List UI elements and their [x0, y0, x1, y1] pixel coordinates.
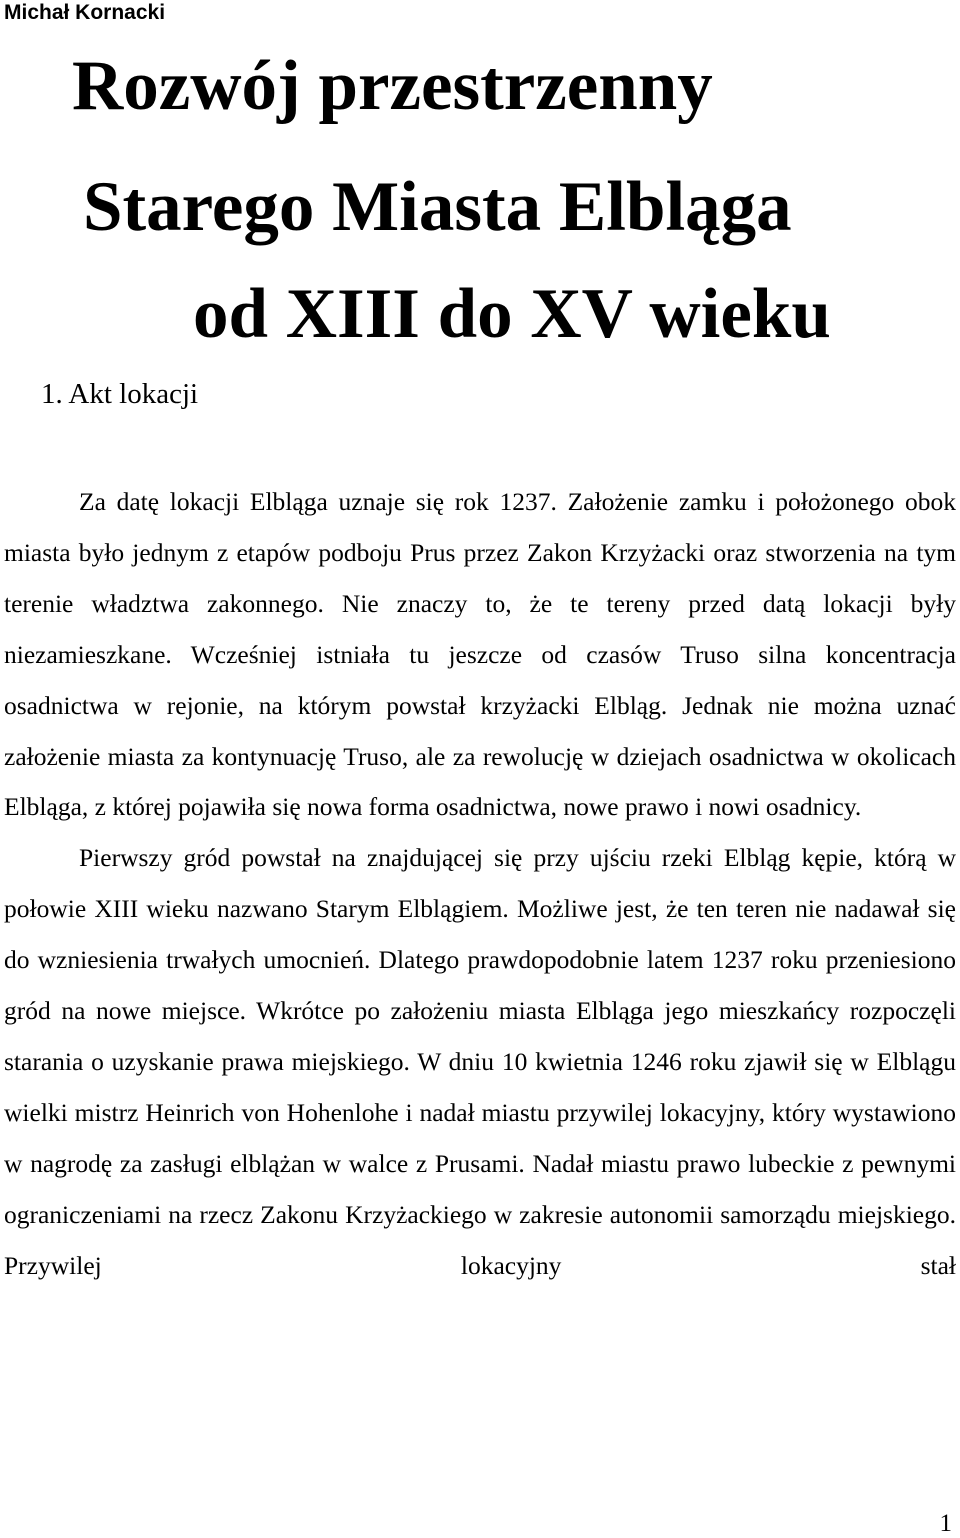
document-title-line-1: Rozwój przestrzenny: [72, 47, 713, 125]
document-title-line-3: od XIII do XV wieku: [193, 275, 831, 353]
body-text: [4, 477, 956, 1292]
page-number: 1: [939, 1510, 952, 1537]
document-title-line-2: Starego Miasta Elbląga: [83, 168, 792, 246]
section-heading: 1. Akt lokacji: [41, 378, 199, 410]
paragraph-2: Pierwszy gród powstał na znajdującej się przy ujściu rzeki Elbląg kępie, którą w połowie XIII wieku nazwano Starym Elblągiem. Możliwe jest, że ten teren nie nadawał się do wzniesienia trwałych umocnień. Dlatego prawdopodobnie latem 1237 roku przeniesiono gród na nowe miejsce. Wkrótce po założeniu miasta Elbląga jego mieszkańcy rozpoczęli starania o uzyskanie prawa miejskiego. W dniu 10 kwietnia 1246 roku zjawił się w Elblągu wielki mistrz Heinrich von Hohenlohe i nadał miastu przywilej lokacyjny, który wystawiono w nagrodę za zasługi elblążan w walce z Prusami. Nadał miastu prawo lubeckie z pewnymi ograniczeniami na rzecz Zakonu Krzyżackiego w zakresie autonomii samorządu miejskiego. Przywilej lokacyjny stał: [4, 843, 956, 1280]
author-name: Michał Kornacki: [4, 1, 166, 24]
paragraph-1: Za datę lokacji Elbląga uznaje się rok 1237. Założenie zamku i położonego obok miasta było jednym z etapów podboju Prus przez Zakon Krzyżacki oraz stworzenia na tym terenie władztwa zakonnego. Nie znaczy to, że te tereny przed datą lokacji były niezamieszkane. Wcześniej istniała tu jeszcze od czasów Truso silna koncentracja osadnictwa w rejonie, na którym powstał krzyżacki Elbląg. Jednak nie można uznać założenie miasta za kontynuację Truso, ale za rewolucję w dziejach osadnictwa w okolicach Elbląga, z której pojawiła się nowa forma osadnictwa, nowe prawo i nowi osadnicy.: [4, 487, 956, 822]
